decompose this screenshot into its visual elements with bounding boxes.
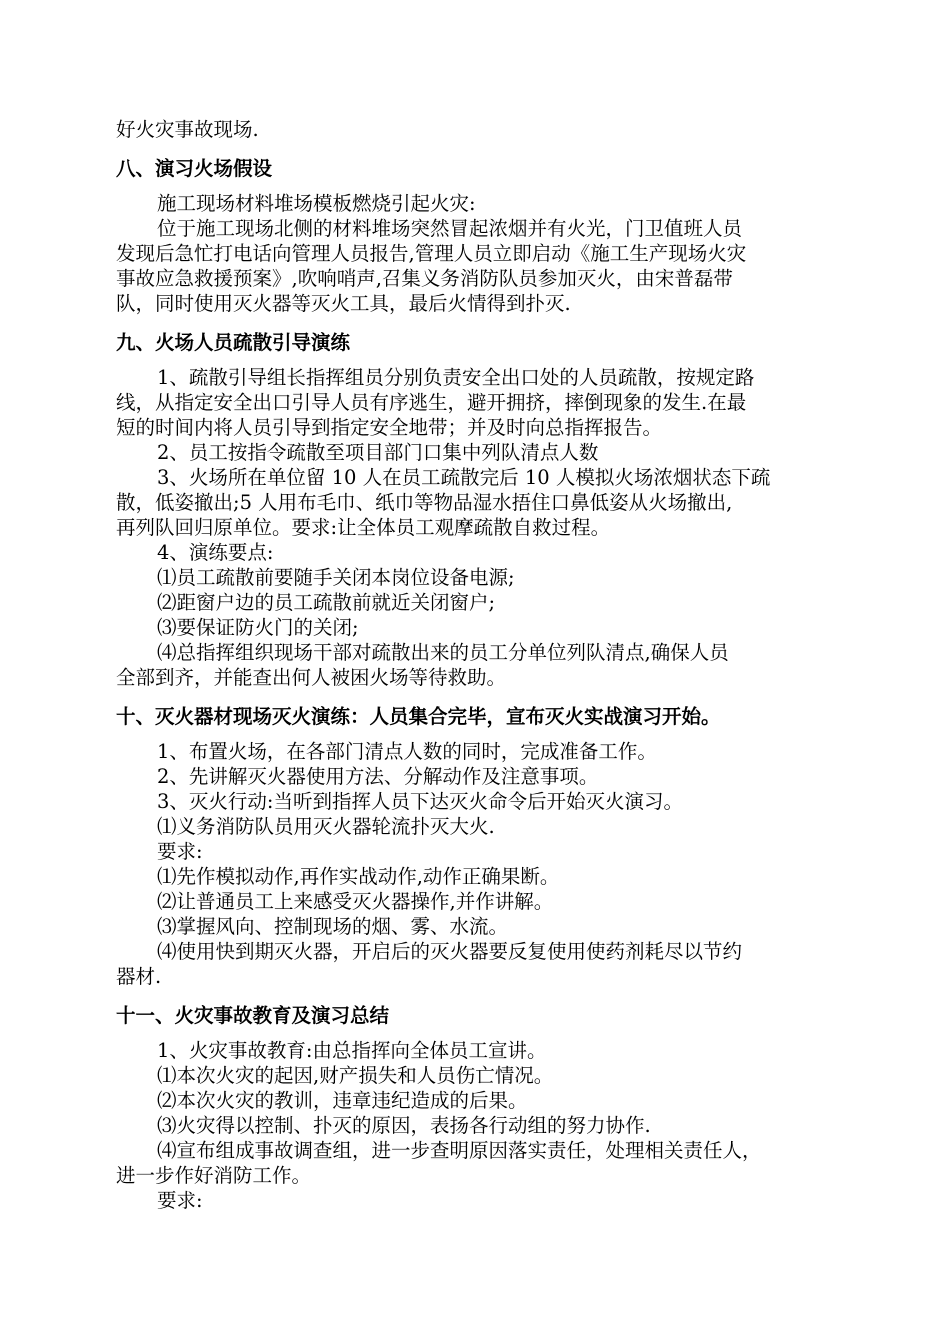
paragraph-line: 1、布置火场，在各部门清点人数的同时，完成准备工作。 (157, 740, 657, 763)
paragraph-line: 全部到齐，并能查出何人被困火场等待救助。 (116, 666, 507, 689)
paragraph-line: ⑴义务消防队员用灭火器轮流扑灭大火. (157, 815, 495, 838)
paragraph-line: ⑶火灾得以控制、扑灭的原因，表扬各行动组的努力协作. (157, 1114, 651, 1137)
paragraph-line: 2、先讲解灭火器使用方法、分解动作及注意事项。 (157, 765, 599, 788)
section-heading: 十、灭火器材现场灭火演练：人员集合完毕，宣布灭火实战演习开始。 (116, 705, 721, 728)
paragraph-line: 散，低姿撤出;5 人用布毛巾、纸巾等物品湿水捂住口鼻低姿从火场撤出, (116, 491, 733, 514)
paragraph-line: 线，从指定安全出口引导人员有序逃生，避开拥挤，摔倒现象的发生.在最 (116, 391, 747, 414)
paragraph-line: 3、火场所在单位留 10 人在员工疏散完后 10 人模拟火场浓烟状态下疏 (157, 466, 771, 489)
paragraph-line: 进一步作好消防工作。 (116, 1164, 312, 1187)
paragraph-line: 2、员工按指令疏散至项目部门口集中列队清点人数 (157, 441, 599, 464)
section-8 (116, 156, 846, 316)
paragraph-line: ⑷宣布组成事故调查组，进一步查明原因落实责任，处理相关责任人， (157, 1139, 762, 1162)
section-11 (116, 1003, 846, 1213)
paragraph-line: 施工现场材料堆场模板燃烧引起火灾: (157, 192, 476, 215)
paragraph-line: ⑴本次火灾的起因,财产损失和人员伤亡情况。 (157, 1064, 554, 1087)
paragraph-line: ⑴员工疏散前要随手关闭本岗位设备电源; (157, 566, 515, 589)
paragraph-line: 再列队回归原单位。要求:让全体员工观摩疏散自救过程。 (116, 516, 611, 539)
paragraph-line: 发现后急忙打电话向管理人员报告,管理人员立即启动《施工生产现场火灾 (116, 242, 747, 265)
paragraph-line: 4、演练要点: (157, 541, 274, 564)
paragraph-line: ⑴先作模拟动作,再作实战动作,动作正确果断。 (157, 865, 560, 888)
section-heading: 九、火场人员疏散引导演练 (116, 331, 351, 354)
paragraph-line: ⑶掌握风向、控制现场的烟、雾、水流。 (157, 915, 509, 938)
paragraph-line: 队，同时使用灭火器等灭火工具，最后火情得到扑灭. (116, 292, 571, 315)
paragraph-line: ⑷使用快到期灭火器，开启后的灭火器要反复使用使药剂耗尽以节约 (157, 940, 743, 963)
paragraph-line: 位于施工现场北侧的材料堆场突然冒起浓烟并有火光，门卫值班人员 (157, 217, 743, 240)
paragraph-line: 器材. (116, 965, 162, 988)
section-10 (116, 704, 846, 989)
paragraph-line: 1、疏散引导组长指挥组员分别负责安全出口处的人员疏散，按规定路 (157, 366, 755, 389)
section-9 (116, 330, 846, 690)
paragraph-line: 要求: (157, 1189, 203, 1212)
paragraph-line: 3、灭火行动:当听到指挥人员下达灭火命令后开始灭火演习。 (157, 790, 683, 813)
paragraph-line: ⑵本次火灾的教训，违章违纪造成的后果。 (157, 1089, 528, 1112)
paragraph-line: ⑵距窗户边的员工疏散前就近关闭窗户; (157, 591, 496, 614)
section-heading: 十一、火灾事故教育及演习总结 (116, 1004, 390, 1027)
paragraph-line: ⑵让普通员工上来感受灭火器操作,并作讲解。 (157, 890, 554, 913)
paragraph-line: ⑶要保证防火门的关闭; (157, 616, 359, 639)
paragraph-line: 事故应急救援预案》,吹响哨声,召集义务消防队员参加灭火，由宋普磊带 (116, 267, 733, 290)
paragraph-line: 1、火灾事故教育:由总指挥向全体员工宣讲。 (157, 1039, 547, 1062)
paragraph-line: 短的时间内将人员引导到指定安全地带；并及时向总指挥报告。 (116, 416, 663, 439)
section-heading: 八、演习火场假设 (116, 157, 273, 180)
paragraph-line: ⑷总指挥组织现场干部对疏散出来的员工分单位列队清点,确保人员 (157, 641, 729, 664)
intro-line: 好火灾事故现场. (116, 118, 259, 141)
document-page (116, 117, 846, 1213)
paragraph-line: 要求: (157, 840, 203, 863)
